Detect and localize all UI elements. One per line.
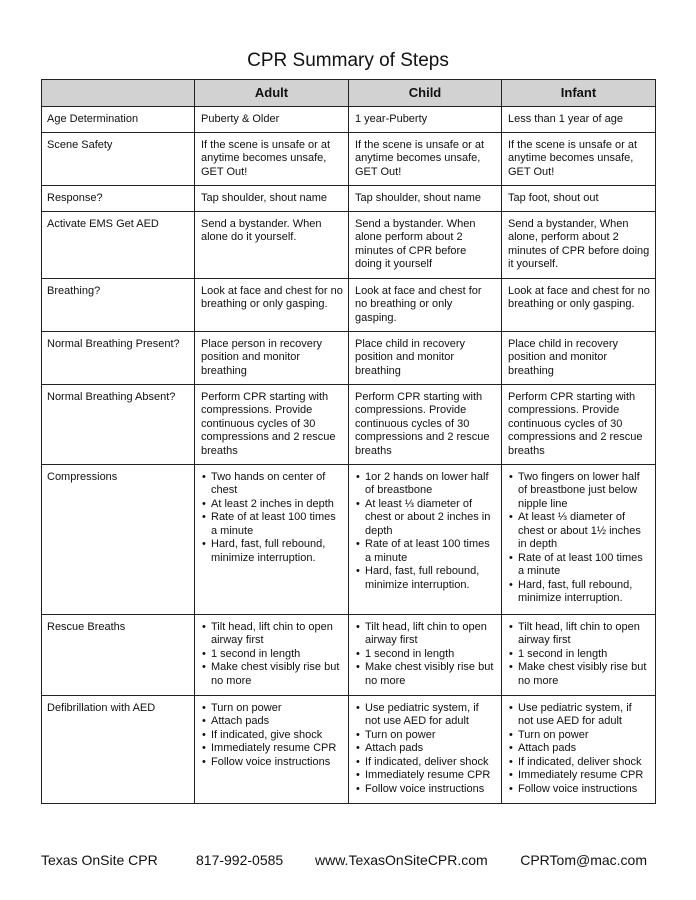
- cell-child: If the scene is unsafe or at anytime becomes unsafe, GET Out!: [349, 132, 502, 185]
- header-cell-adult: Adult: [195, 80, 349, 107]
- row-label: Normal Breathing Present?: [42, 331, 195, 384]
- list-item: • Turn on power: [508, 729, 650, 743]
- cell-adult: [195, 695, 349, 803]
- list-item: • Make chest visibly rise but no more: [201, 661, 343, 688]
- cell-adult: Place person in recovery position and monitor breathing: [195, 331, 349, 384]
- list-item: • Use pediatric system, if not use AED for adult: [355, 702, 496, 729]
- row-label: Defibrillation with AED: [42, 695, 195, 803]
- list-item: • Tilt head, lift chin to open airway first: [201, 621, 343, 648]
- list-item: • Two fingers on lower half of breastbone just below nipple line: [508, 471, 650, 512]
- list-item: • Turn on power: [201, 702, 343, 716]
- list-item: • Two hands on center of chest: [201, 471, 343, 498]
- list-item: • Attach pads: [508, 742, 650, 756]
- cell-infant: Send a bystander, When alone, perform about 2 minutes of CPR before doing it yourself.: [502, 211, 656, 278]
- list-item: • Immediately resume CPR: [201, 742, 343, 756]
- bullet-list: [355, 621, 496, 689]
- list-item: • If indicated, deliver shock: [508, 756, 650, 770]
- row-label: Scene Safety: [42, 132, 195, 185]
- cell-adult: Look at face and chest for no breathing or only gasping.: [195, 278, 349, 331]
- cell-child: Look at face and chest for no breathing or only gasping.: [349, 278, 502, 331]
- cell-infant: [502, 614, 656, 695]
- bullet-list: [508, 702, 650, 797]
- list-item: • Immediately resume CPR: [508, 769, 650, 783]
- cell-child: Tap shoulder, shout name: [349, 185, 502, 211]
- footer-website: www.TexasOnSiteCPR.com: [315, 852, 488, 868]
- list-item: • At least ⅓ diameter of chest or about 1½ inches in depth: [508, 511, 650, 552]
- list-item: • Tilt head, lift chin to open airway first: [508, 621, 650, 648]
- cell-adult: [195, 614, 349, 695]
- list-item: • Immediately resume CPR: [355, 769, 496, 783]
- cell-infant: Perform CPR starting with compressions. Provide continuous cycles of 30 compressions and 2 rescue breaths: [502, 384, 656, 464]
- bullet-list: [355, 702, 496, 797]
- table-row: [42, 464, 656, 614]
- footer-company: Texas OnSite CPR: [41, 852, 158, 868]
- cell-adult: Tap shoulder, shout name: [195, 185, 349, 211]
- cell-adult: Send a bystander. When alone do it yourself.: [195, 211, 349, 278]
- table-row: [42, 107, 656, 133]
- cell-child: [349, 464, 502, 614]
- table-body: [42, 107, 656, 804]
- bullet-list: [508, 471, 650, 606]
- footer: [41, 852, 647, 870]
- list-item: • Hard, fast, full rebound, minimize interruption.: [355, 565, 496, 592]
- cell-child: [349, 614, 502, 695]
- cell-infant: Look at face and chest for no breathing or only gasping.: [502, 278, 656, 331]
- list-item: • Attach pads: [201, 715, 343, 729]
- bullet-list: [201, 702, 343, 770]
- row-label: Normal Breathing Absent?: [42, 384, 195, 464]
- table-header-row: [42, 80, 656, 107]
- list-item: • Rate of at least 100 times a minute: [508, 552, 650, 579]
- list-item: • Make chest visibly rise but no more: [508, 661, 650, 688]
- list-item: • At least 2 inches in depth: [201, 498, 343, 512]
- row-label: Rescue Breaths: [42, 614, 195, 695]
- table-row: [42, 211, 656, 278]
- table-row: [42, 278, 656, 331]
- footer-phone: 817-992-0585: [196, 852, 284, 868]
- list-item: • Attach pads: [355, 742, 496, 756]
- table-row: [42, 132, 656, 185]
- page-title: CPR Summary of Steps: [247, 50, 449, 71]
- cell-adult: If the scene is unsafe or at anytime becomes unsafe, GET Out!: [195, 132, 349, 185]
- cell-infant: If the scene is unsafe or at anytime becomes unsafe, GET Out!: [502, 132, 656, 185]
- header-cell-infant: Infant: [502, 80, 656, 107]
- cell-infant: [502, 695, 656, 803]
- table-row: [42, 695, 656, 803]
- table-row: [42, 614, 656, 695]
- cpr-summary-table: [41, 79, 656, 804]
- list-item: • Rate of at least 100 times a minute: [201, 511, 343, 538]
- list-item: • Use pediatric system, if not use AED for adult: [508, 702, 650, 729]
- list-item: • 1 second in length: [508, 648, 650, 662]
- list-item: • Hard, fast, full rebound, minimize interruption.: [201, 538, 343, 565]
- list-item: • Turn on power: [355, 729, 496, 743]
- cell-adult: Puberty & Older: [195, 107, 349, 133]
- list-item: • Follow voice instructions: [201, 756, 343, 770]
- list-item: • 1 second in length: [201, 648, 343, 662]
- table-row: [42, 331, 656, 384]
- row-label: Activate EMS Get AED: [42, 211, 195, 278]
- header-cell-child: Child: [349, 80, 502, 107]
- cell-infant: Less than 1 year of age: [502, 107, 656, 133]
- bullet-list: [355, 471, 496, 593]
- bullet-list: [201, 621, 343, 689]
- cell-child: Perform CPR starting with compressions. Provide continuous cycles of 30 compressions and 2 rescue breaths: [349, 384, 502, 464]
- table-row: [42, 384, 656, 464]
- list-item: • Follow voice instructions: [355, 783, 496, 797]
- row-label: Compressions: [42, 464, 195, 614]
- list-item: • Follow voice instructions: [508, 783, 650, 797]
- row-label: Breathing?: [42, 278, 195, 331]
- cell-infant: [502, 464, 656, 614]
- cell-adult: Perform CPR starting with compressions. Provide continuous cycles of 30 compressions and 2 rescue breaths: [195, 384, 349, 464]
- row-label: Response?: [42, 185, 195, 211]
- list-item: • 1 second in length: [355, 648, 496, 662]
- list-item: • Make chest visibly rise but no more: [355, 661, 496, 688]
- list-item: • Tilt head, lift chin to open airway first: [355, 621, 496, 648]
- cell-adult: [195, 464, 349, 614]
- bullet-list: [201, 471, 343, 566]
- footer-email: CPRTom@mac.com: [520, 852, 647, 868]
- list-item: • If indicated, give shock: [201, 729, 343, 743]
- list-item: • Hard, fast, full rebound, minimize interruption.: [508, 579, 650, 606]
- cell-infant: Tap foot, shout out: [502, 185, 656, 211]
- row-label: Age Determination: [42, 107, 195, 133]
- cell-child: [349, 695, 502, 803]
- cell-infant: Place child in recovery position and monitor breathing: [502, 331, 656, 384]
- list-item: • If indicated, deliver shock: [355, 756, 496, 770]
- list-item: • At least ⅓ diameter of chest or about 2 inches in depth: [355, 498, 496, 539]
- cell-child: Place child in recovery position and monitor breathing: [349, 331, 502, 384]
- cell-child: 1 year-Puberty: [349, 107, 502, 133]
- table-row: [42, 185, 656, 211]
- cell-child: Send a bystander. When alone perform about 2 minutes of CPR before doing it yourself: [349, 211, 502, 278]
- list-item: • 1or 2 hands on lower half of breastbone: [355, 471, 496, 498]
- header-cell-blank: [42, 80, 195, 107]
- bullet-list: [508, 621, 650, 689]
- list-item: • Rate of at least 100 times a minute: [355, 538, 496, 565]
